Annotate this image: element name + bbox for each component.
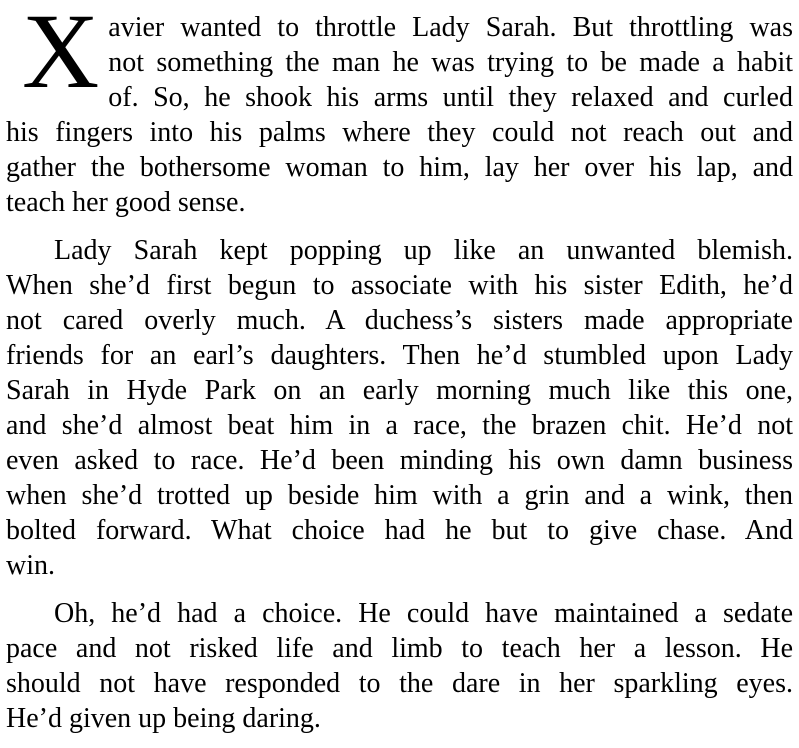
text-line: his fingers into his palms where they could not reach out and [6,117,793,148]
drop-cap: X [22,0,100,111]
paragraph [6,596,793,736]
text-line: not something the man he was trying to be made a habit [108,47,793,78]
text-line: should not have responded to the dare in her sparkling eyes. [6,668,793,699]
text-line: gather the bothersome woman to him, lay her over his lap, and [6,152,793,183]
text-line: win. [6,550,55,581]
text-line: even asked to race. He’d been minding his own damn business [6,445,793,476]
paragraph [6,0,793,220]
text-line: Sarah in Hyde Park on an early morning much like this one, [6,375,793,406]
text-line: friends for an earl’s daughters. Then he’d stumbled upon Lady [6,340,793,371]
text-line: not cared overly much. A duchess’s sisters made appropriate [6,305,793,336]
text-line: Lady Sarah kept popping up like an unwanted blemish. [54,235,793,266]
text-line: and she’d almost beat him in a race, the brazen chit. He’d not [6,410,793,441]
text-line: teach her good sense. [6,187,246,218]
paragraph [6,233,793,583]
text-line: When she’d first begun to associate with his sister Edith, he’d [6,270,793,301]
page-content [6,0,793,736]
text-line: pace and not risked life and limb to teach her a lesson. He [6,633,793,664]
text-line: bolted forward. What choice had he but to give chase. And [6,515,793,546]
text-line: Oh, he’d had a choice. He could have maintained a sedate [54,598,793,629]
text-line: when she’d trotted up beside him with a grin and a wink, then [6,480,793,511]
text-line: avier wanted to throttle Lady Sarah. But throttling was [108,12,793,43]
text-line: of. So, he shook his arms until they relaxed and curled [108,82,793,113]
text-line: He’d given up being daring. [6,703,321,734]
